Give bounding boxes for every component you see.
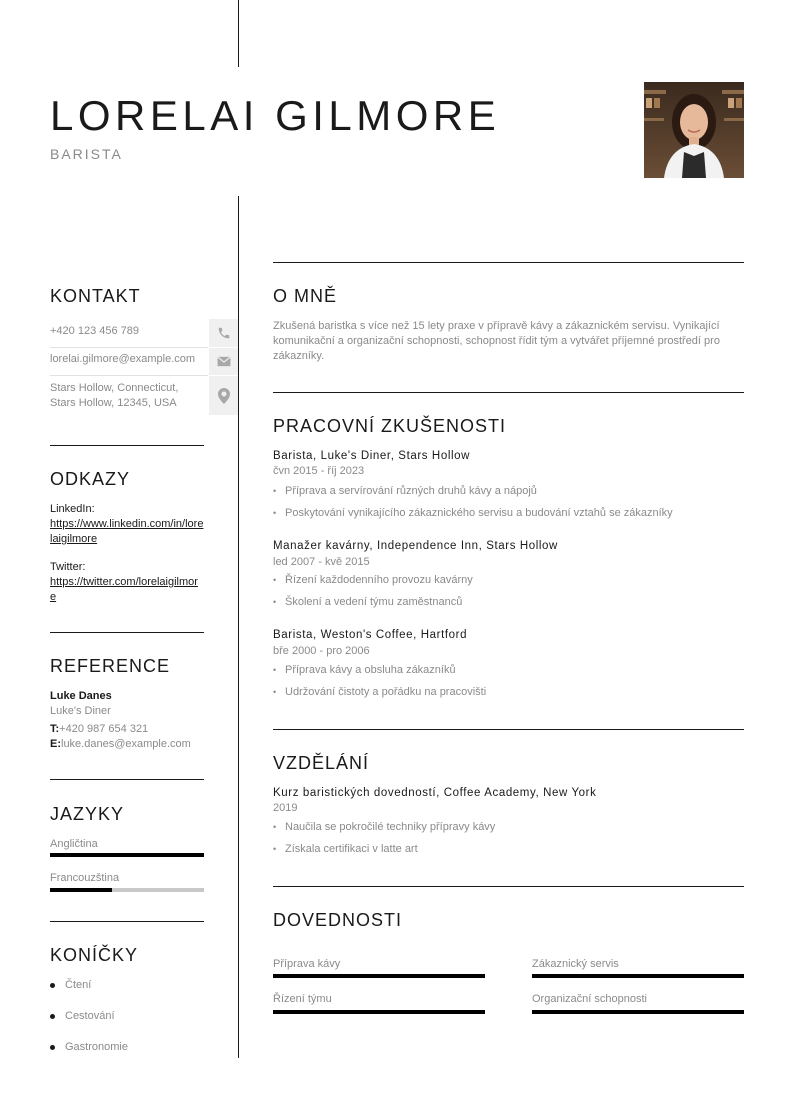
- bullet-text: Školení a vedení týmu zaměstnanců: [285, 596, 463, 608]
- hobby-item: [50, 1010, 115, 1022]
- section-divider: [273, 392, 744, 393]
- skill-level-bar: [532, 1010, 744, 1014]
- experience-section-title: PRACOVNÍ ZKUŠENOSTI: [273, 416, 507, 436]
- bullet-dot: •: [273, 486, 277, 496]
- email-prefix: E:: [50, 738, 61, 750]
- language-name: Francouzština: [50, 872, 120, 884]
- job-title: Barista, Luke's Diner, Stars Hollow: [273, 450, 471, 462]
- language-level-fill: [50, 888, 112, 892]
- education-date: 2019: [273, 802, 298, 814]
- reference-section-title: REFERENCE: [50, 656, 171, 676]
- phone-icon: [209, 319, 238, 347]
- contact-separator: [50, 375, 208, 376]
- job-bullet: [273, 686, 486, 698]
- bullet-text: Udržování čistoty a pořádku na pracovišti: [285, 686, 487, 698]
- bullet-text: Naučila se pokročilé techniky přípravy kávy: [285, 821, 496, 833]
- contact-email[interactable]: lorelai.gilmore@example.com: [50, 353, 196, 365]
- address-line-2: Stars Hollow, 12345, USA: [50, 397, 177, 409]
- address-line-1: Stars Hollow, Connecticut,: [50, 382, 179, 394]
- twitter-link[interactable]: https://twitter.com/lorelaigilmore: [50, 576, 198, 603]
- linkedin-label: LinkedIn:: [50, 503, 95, 515]
- bullet-dot: •: [273, 844, 277, 854]
- bullet-text: Poskytování vynikajícího zákaznického servisu a budování vztahů se zákazníky: [285, 507, 673, 519]
- language-name: Angličtina: [50, 838, 98, 850]
- bullet-dot: •: [273, 508, 277, 518]
- section-divider: [50, 921, 204, 922]
- job-bullet: [273, 664, 456, 676]
- job-bullet: [273, 485, 537, 497]
- hobby-label: Čtení: [65, 979, 92, 991]
- vertical-divider-top: [238, 0, 239, 67]
- section-divider: [50, 779, 204, 780]
- bullet-dot: [50, 1045, 55, 1050]
- section-divider: [273, 729, 744, 730]
- bullet-text: Příprava a servírování různých druhů kávy a nápojů: [285, 485, 537, 497]
- linkedin-link[interactable]: https://www.linkedin.com/in/lorelaigilmore: [50, 518, 204, 545]
- section-divider: [273, 262, 744, 263]
- bullet-text: Získala certifikaci v latte art: [285, 843, 418, 855]
- bullet-dot: •: [273, 822, 277, 832]
- section-divider: [50, 632, 204, 633]
- resume-name: LORELAI GILMORE: [50, 92, 501, 139]
- skill-level-bar: [273, 1010, 485, 1014]
- reference-email-value: luke.danes@example.com: [61, 738, 191, 750]
- twitter-label: Twitter:: [50, 561, 86, 573]
- contact-phone[interactable]: +420 123 456 789: [50, 325, 140, 337]
- bullet-text: Řízení každodenního provozu kavárny: [285, 574, 473, 586]
- skill-level-fill: [273, 1010, 485, 1014]
- bullet-dot: •: [273, 665, 277, 675]
- job-bullet: [273, 574, 473, 586]
- skill-level-bar: [273, 974, 485, 978]
- skill-name: Řízení týmu: [273, 993, 332, 1005]
- bullet-dot: [50, 983, 55, 988]
- vertical-divider-main: [238, 196, 239, 1058]
- hobby-item: [50, 979, 91, 991]
- contact-separator: [50, 347, 208, 348]
- job-date: led 2007 - kvě 2015: [273, 556, 370, 568]
- hobby-item: [50, 1041, 128, 1053]
- reference-name: Luke Danes: [50, 690, 112, 702]
- bullet-dot: •: [273, 597, 277, 607]
- education-bullet: [273, 821, 495, 833]
- bullet-text: Příprava kávy a obsluha zákazníků: [285, 664, 456, 676]
- hobby-label: Gastronomie: [65, 1041, 128, 1053]
- contact-section-title: KONTAKT: [50, 286, 141, 306]
- hobbies-section-title: KONÍČKY: [50, 945, 139, 965]
- language-level-fill: [50, 853, 204, 857]
- links-section-title: ODKAZY: [50, 469, 131, 489]
- skills-section-title: DOVEDNOSTI: [273, 910, 403, 930]
- envelope-icon: [209, 348, 238, 375]
- reference-company: Luke's Diner: [50, 705, 111, 717]
- skill-level-fill: [532, 1010, 744, 1014]
- job-date: bře 2000 - pro 2006: [273, 645, 370, 657]
- language-level-bar: [50, 888, 204, 892]
- bullet-dot: [50, 1014, 55, 1019]
- languages-section-title: JAZYKY: [50, 804, 125, 824]
- phone-prefix: T:: [50, 723, 60, 735]
- about-text: Zkušená baristka s více než 15 lety praxe v přípravě kávy a zákaznickém servisu. Vynikající komunikační a organizační schopnosti, schopnost řídit tým a vytvářet příjemné prostředí pro zákazníky.: [273, 320, 720, 362]
- bullet-dot: •: [273, 687, 277, 697]
- job-bullet: [273, 507, 673, 519]
- reference-phone[interactable]: [50, 723, 148, 735]
- education-title: Kurz baristických dovedností, Coffee Academy, New York: [273, 787, 597, 799]
- resume-role: BARISTA: [50, 146, 123, 162]
- about-section-title: O MNĚ: [273, 286, 338, 306]
- skill-level-fill: [532, 974, 744, 978]
- map-pin-icon: [209, 376, 238, 415]
- section-divider: [50, 445, 204, 446]
- reference-phone-value: +420 987 654 321: [59, 723, 149, 735]
- education-bullet: [273, 843, 418, 855]
- reference-email[interactable]: [50, 738, 191, 750]
- section-divider: [273, 886, 744, 887]
- skill-level-fill: [273, 974, 485, 978]
- job-title: Barista, Weston's Coffee, Hartford: [273, 629, 468, 641]
- job-title: Manažer kavárny, Independence Inn, Stars Hollow: [273, 540, 558, 552]
- hobby-label: Cestování: [65, 1010, 115, 1022]
- job-bullet: [273, 596, 462, 608]
- skill-name: Organizační schopnosti: [532, 993, 647, 1005]
- profile-photo: [644, 82, 744, 178]
- job-date: čvn 2015 - říj 2023: [273, 465, 365, 477]
- education-section-title: VZDĚLÁNÍ: [273, 753, 370, 773]
- bullet-dot: •: [273, 575, 277, 585]
- language-level-bar: [50, 853, 204, 857]
- skill-name: Příprava kávy: [273, 958, 341, 970]
- skill-level-bar: [532, 974, 744, 978]
- skill-name: Zákaznický servis: [532, 958, 619, 970]
